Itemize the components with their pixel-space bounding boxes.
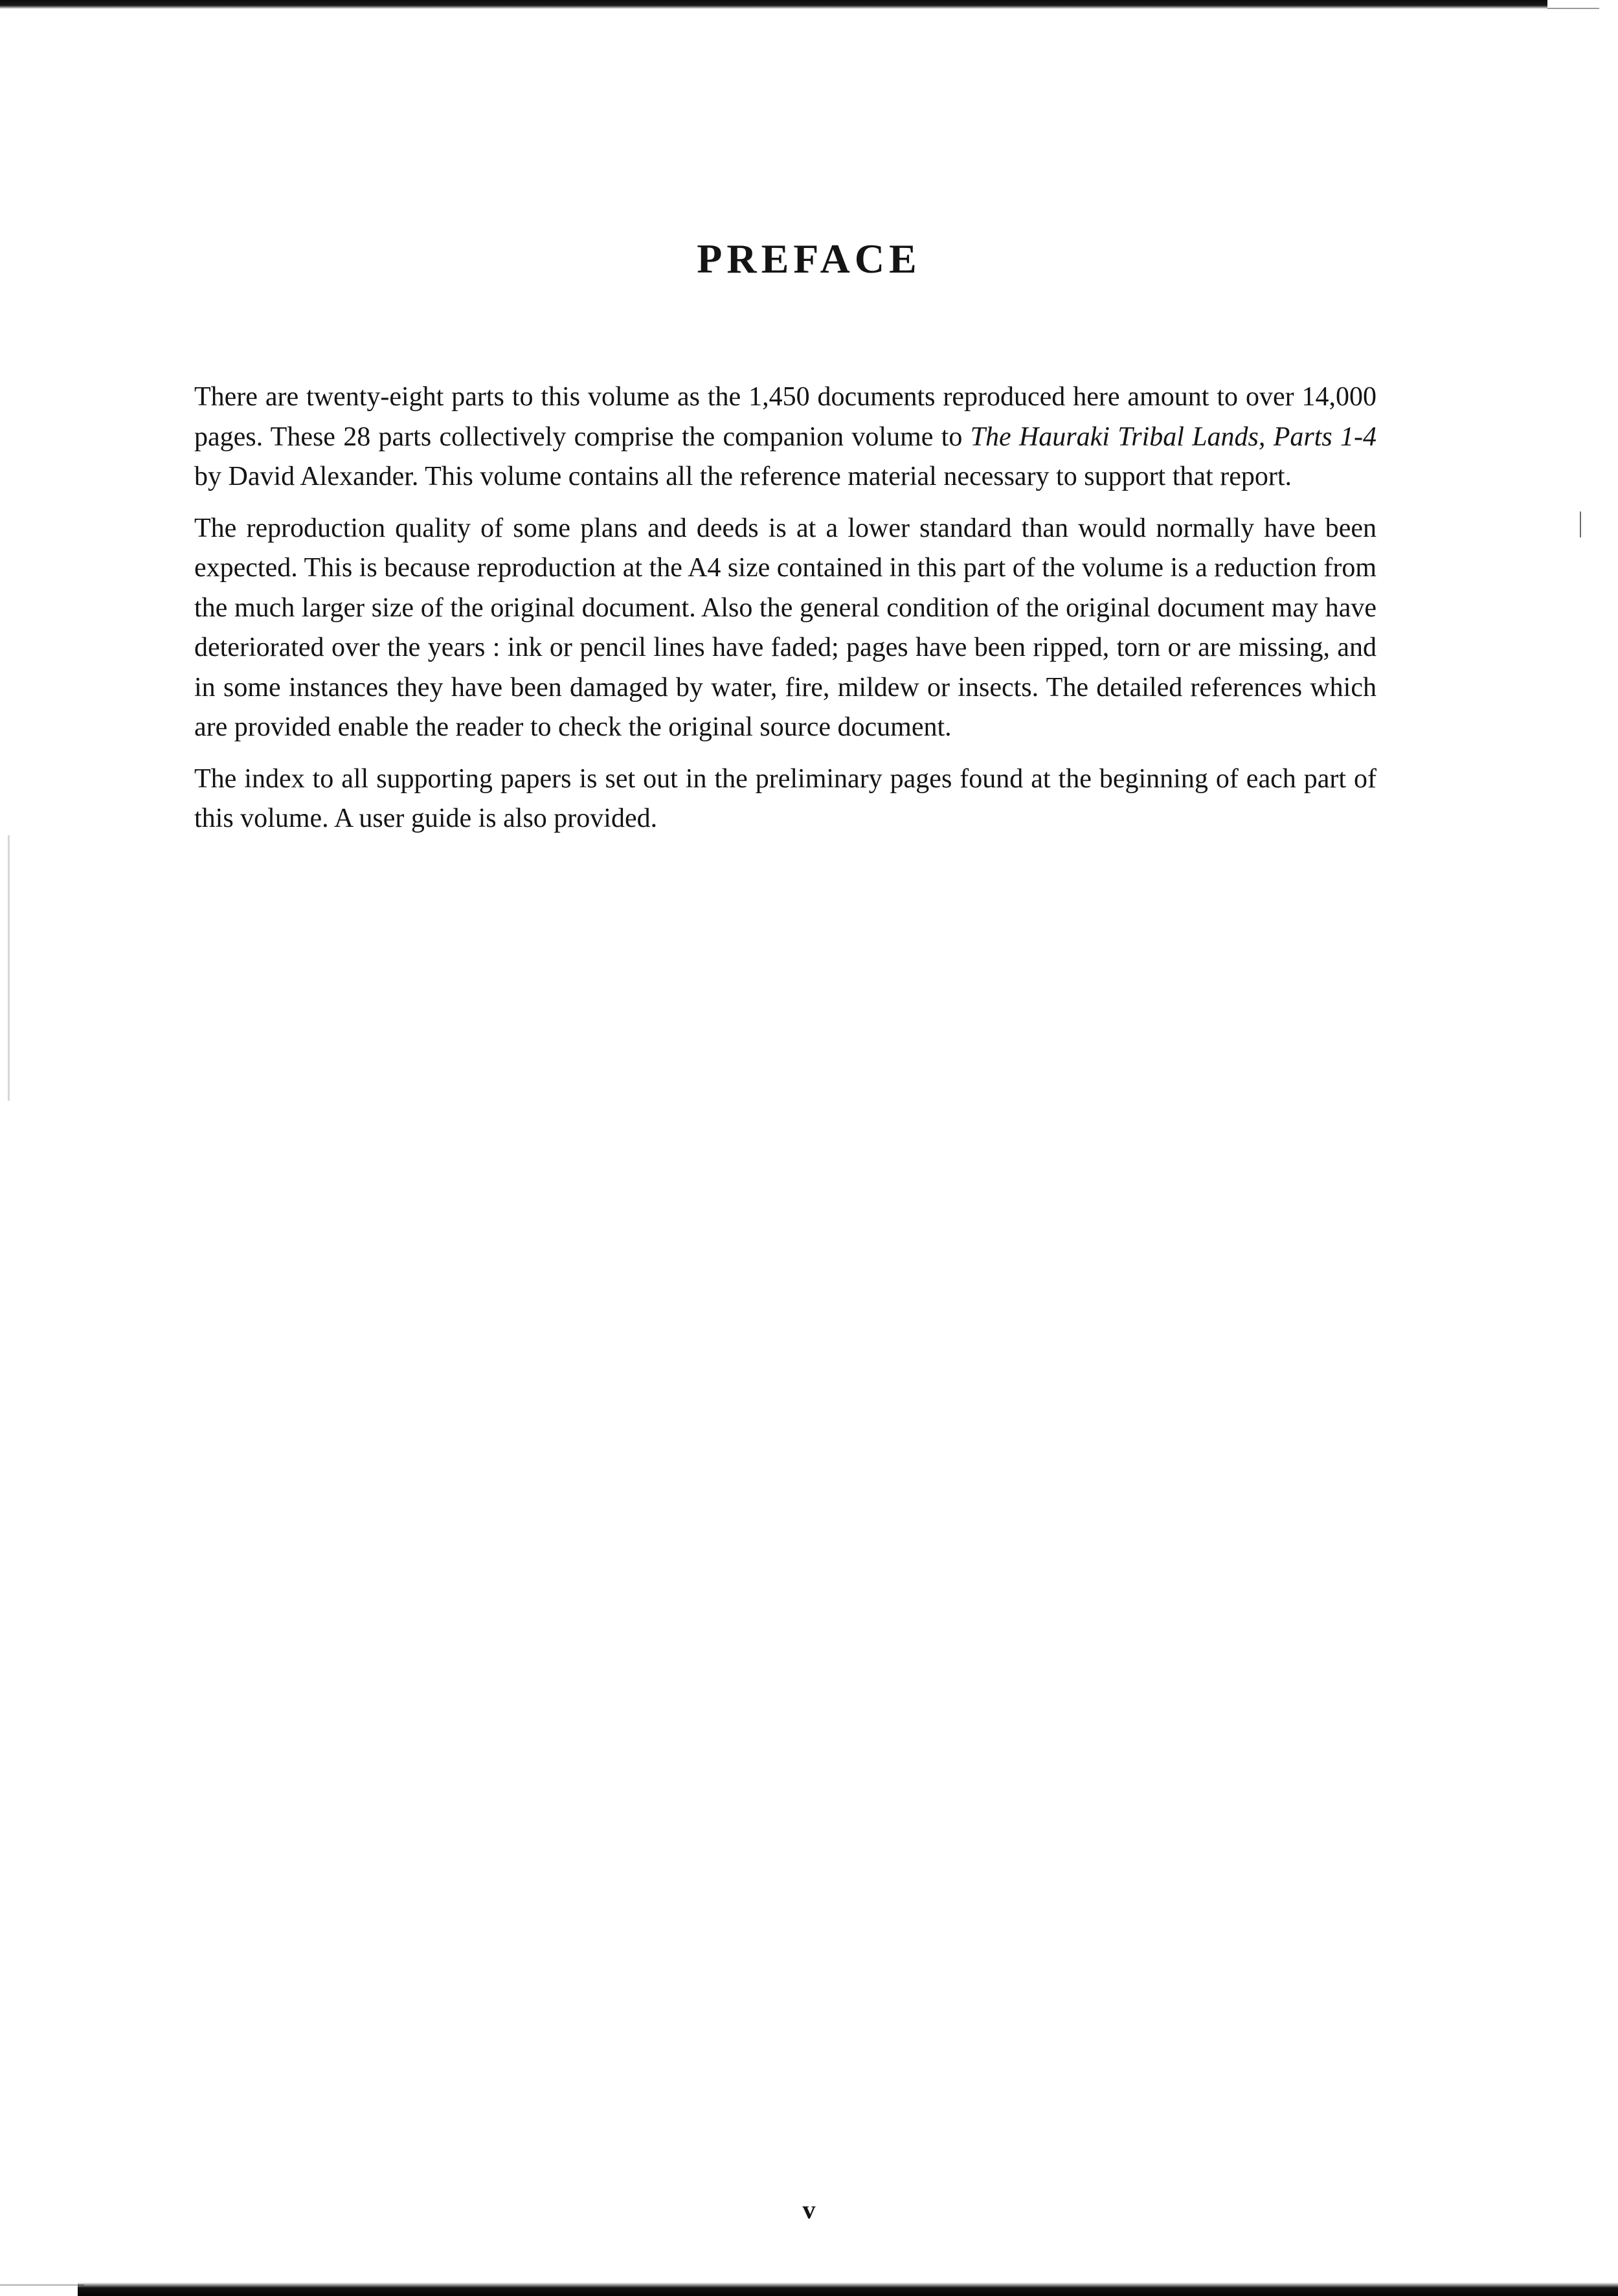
paragraph-1 — [194, 377, 1376, 497]
scan-edge-top — [0, 0, 1547, 9]
paragraph-1-lead: There are twenty-eight parts to this volume as the 1,450 documents reproduced here amount to over 14,000 pages. These 28 parts collectively comprise the companion volume to — [194, 382, 1376, 452]
scan-mark-right — [1580, 512, 1581, 537]
report-title: The Hauraki Tribal Lands, Parts 1-4 — [970, 422, 1376, 452]
page-number: v — [802, 2195, 816, 2224]
paragraph-1-tail: by David Alexander. This volume contains all the reference material necessary to support that report. — [194, 462, 1292, 491]
paragraph-3: The index to all supporting papers is set out in the preliminary pages found at the beginning of each part of this volume. A user guide is also provided. — [194, 763, 1376, 833]
scan-mark-left — [8, 835, 10, 1101]
scan-edge-bottom — [78, 2282, 1618, 2296]
scan-edge-bottom-thin — [0, 2284, 84, 2286]
scan-edge-top-thin — [1547, 8, 1599, 9]
page-title: PREFACE — [697, 236, 921, 282]
body-text — [194, 377, 1376, 851]
paragraph-2: The reproduction quality of some plans and deeds is at a lower standard than would normally have been expected. This is because reproduction at the A4 size contained in this part of the volume is a reduction from the much larger size of the original document. Also the general condition of the original document may have deteriorated over the years : ink or pencil lines have faded; pages have been ripped, torn or are missing, and in some instances they have been damaged by water, fire, mildew or insects. The detailed references which are provided enable the reader to check the original source document. — [194, 513, 1376, 742]
